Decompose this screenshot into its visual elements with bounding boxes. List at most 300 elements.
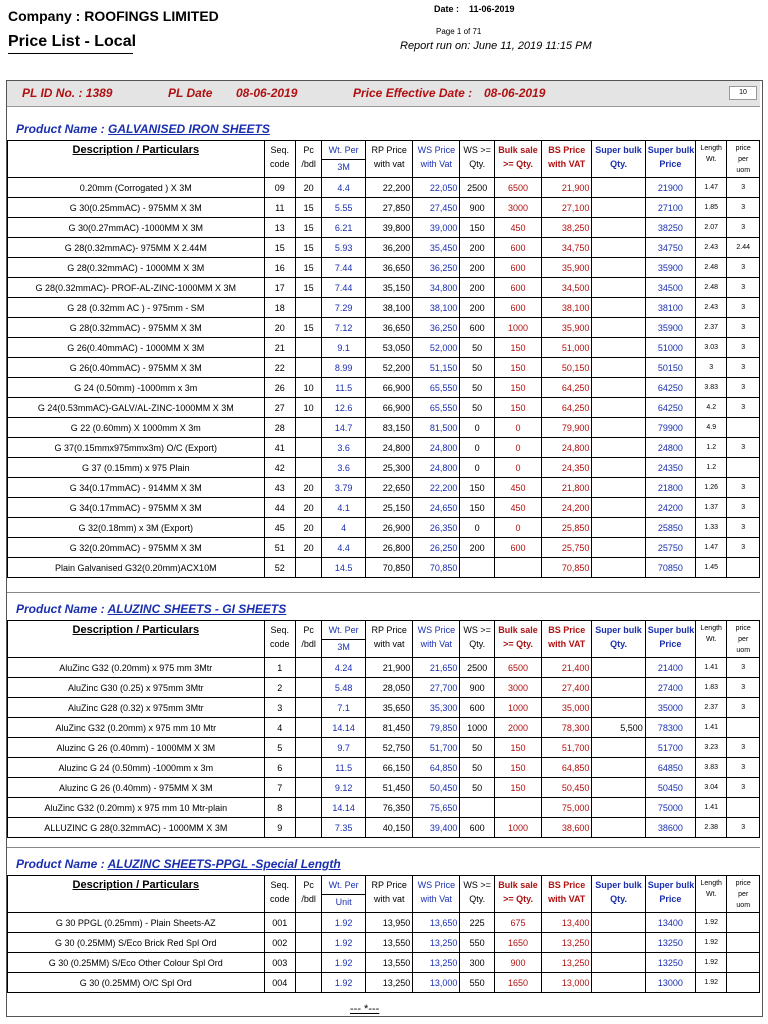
table-row — [8, 558, 760, 578]
cell-rp-price: 70,850 — [366, 558, 413, 578]
table-row — [8, 698, 760, 718]
cell-rp-price: 52,750 — [366, 738, 413, 758]
header-bulk-sale — [494, 141, 541, 178]
header-bs-price — [542, 141, 592, 178]
cell-seq-code: 21 — [264, 338, 295, 358]
cell-pc-bdl: 15 — [296, 198, 322, 218]
cell-description: G 37 (0.15mm) x 975 Plain — [8, 458, 265, 478]
header-super-bulk-qty-text: Qty. — [610, 894, 627, 904]
cell-description: Aluzinc G 24 (0.50mm) -1000mm x 3m — [8, 758, 265, 778]
cell-super-bulk-price: 13250 — [645, 953, 695, 973]
cell-length-wt: 1.41 — [696, 798, 727, 818]
cell-weight: 1.92 — [322, 953, 366, 973]
cell-rp-price: 76,350 — [366, 798, 413, 818]
cell-description: AluZinc G32 (0.20mm) x 975 mm 10 Mtr — [8, 718, 265, 738]
cell-price-per-uom: 3 — [727, 658, 760, 678]
cell-description: ALLUZINC G 28(0.32mmAC) - 1000MM X 3M — [8, 818, 265, 838]
header-bulk-sale-text: >= Qty. — [503, 159, 533, 169]
header-bs-price — [542, 621, 592, 658]
header-ws-qty-text: Qty. — [469, 159, 486, 169]
cell-ws-price: 26,250 — [413, 538, 460, 558]
cell-super-bulk-qty — [592, 358, 645, 378]
cell-rp-price: 36,650 — [366, 258, 413, 278]
cell-super-bulk-qty — [592, 678, 645, 698]
cell-ws-price: 27,700 — [413, 678, 460, 698]
cell-super-bulk-price: 51000 — [645, 338, 695, 358]
cell-price-per-uom — [727, 798, 760, 818]
cell-seq-code: 17 — [264, 278, 295, 298]
cell-pc-bdl — [296, 798, 322, 818]
cell-super-bulk-qty — [592, 953, 645, 973]
cell-rp-price: 40,150 — [366, 818, 413, 838]
cell-bs-price: 13,250 — [542, 953, 592, 973]
table-row — [8, 398, 760, 418]
cell-ws-price: 75,650 — [413, 798, 460, 818]
cell-rp-price: 28,050 — [366, 678, 413, 698]
cell-ws-qty: 200 — [460, 258, 495, 278]
cell-description: Aluzinc G 26 (0.40mm) - 1000MM X 3M — [8, 738, 265, 758]
cell-super-bulk-qty — [592, 198, 645, 218]
cell-weight: 14.14 — [322, 718, 366, 738]
cell-price-per-uom: 3 — [727, 498, 760, 518]
cell-length-wt: 1.83 — [696, 678, 727, 698]
cell-pc-bdl — [296, 558, 322, 578]
cell-ws-qty: 150 — [460, 498, 495, 518]
cell-seq-code: 41 — [264, 438, 295, 458]
report-run-text: Report run on: June 11, 2019 11:15 PM — [400, 40, 592, 52]
cell-pc-bdl — [296, 678, 322, 698]
cell-pc-bdl — [296, 418, 322, 438]
table-header-row — [8, 141, 760, 178]
header-super-bulk-qty — [592, 876, 645, 913]
header-price-per-uom-text: per — [738, 156, 749, 163]
cell-ws-qty: 900 — [460, 678, 495, 698]
cell-ws-price: 27,450 — [413, 198, 460, 218]
cell-rp-price: 21,900 — [366, 658, 413, 678]
header-super-bulk-qty-text: Super bulk — [595, 880, 642, 890]
cell-bulk-qty: 150 — [494, 758, 541, 778]
cell-bs-price: 13,400 — [542, 913, 592, 933]
header-bs-price-text: with VAT — [548, 894, 586, 904]
header-bs-price-text: with VAT — [548, 639, 586, 649]
header-bulk-sale — [494, 876, 541, 913]
cell-super-bulk-qty — [592, 258, 645, 278]
cell-length-wt: 1.92 — [696, 913, 727, 933]
product-name-value: ALUZINC SHEETS-PPGL -Special Length — [107, 857, 341, 871]
cell-seq-code: 11 — [264, 198, 295, 218]
cell-bulk-qty: 0 — [494, 458, 541, 478]
cell-ws-price: 35,450 — [413, 238, 460, 258]
cell-seq-code: 001 — [264, 913, 295, 933]
table-header-row — [8, 876, 760, 913]
cell-length-wt: 1.41 — [696, 718, 727, 738]
header-super-bulk-price-text: Super bulk — [647, 145, 695, 155]
table-row — [8, 418, 760, 438]
cell-ws-price: 52,000 — [413, 338, 460, 358]
cell-length-wt: 2.38 — [696, 818, 727, 838]
header-length-wt — [696, 621, 727, 658]
header-bulk-sale-text: Bulk sale — [498, 625, 538, 635]
cell-seq-code: 9 — [264, 818, 295, 838]
cell-ws-qty: 200 — [460, 538, 495, 558]
cell-ws-qty — [460, 798, 495, 818]
cell-weight: 14.14 — [322, 798, 366, 818]
cell-price-per-uom — [727, 953, 760, 973]
cell-super-bulk-qty — [592, 338, 645, 358]
cell-ws-qty: 550 — [460, 933, 495, 953]
cell-length-wt: 2.48 — [696, 258, 727, 278]
cell-description: AluZinc G32 (0.20mm) x 975 mm 10 Mtr-plain — [8, 798, 265, 818]
cell-super-bulk-price: 21400 — [645, 658, 695, 678]
cell-bulk-qty: 3000 — [494, 198, 541, 218]
cell-super-bulk-qty — [592, 498, 645, 518]
cell-ws-price: 22,050 — [413, 178, 460, 198]
cell-price-per-uom — [727, 458, 760, 478]
header-ws-price-text: with Vat — [420, 894, 453, 904]
price-table-aluzinc-ppgl — [7, 875, 760, 993]
cell-price-per-uom — [727, 558, 760, 578]
cell-seq-code: 52 — [264, 558, 295, 578]
header-rp-price-text: RP Price — [371, 625, 407, 635]
cell-weight: 5.55 — [322, 198, 366, 218]
cell-rp-price: 39,800 — [366, 218, 413, 238]
cell-length-wt: 3.04 — [696, 778, 727, 798]
cell-description: G 30 (0.25MM) S/Eco Brick Red Spl Ord — [8, 933, 265, 953]
header-seq-code-text: Seq. — [270, 145, 290, 155]
cell-rp-price: 36,200 — [366, 238, 413, 258]
cell-weight: 7.44 — [322, 258, 366, 278]
cell-super-bulk-qty — [592, 738, 645, 758]
cell-super-bulk-price: 35900 — [645, 258, 695, 278]
table-row — [8, 458, 760, 478]
cell-seq-code: 1 — [264, 658, 295, 678]
cell-price-per-uom: 3 — [727, 178, 760, 198]
header-ws-qty — [460, 141, 495, 178]
header-length-wt-text: Length — [700, 625, 722, 632]
header-length-wt — [696, 876, 727, 913]
header-bs-price-text: BS Price — [548, 145, 586, 155]
header-bs-price-text: BS Price — [548, 625, 586, 635]
cell-pc-bdl: 10 — [296, 398, 322, 418]
cell-super-bulk-price: 24350 — [645, 458, 695, 478]
header-weight-per-text: Wt. Per — [328, 625, 359, 635]
header-ws-qty-text: WS >= — [463, 145, 491, 155]
cell-bulk-qty: 0 — [494, 438, 541, 458]
header-ws-qty-text: WS >= — [463, 625, 491, 635]
cell-price-per-uom: 3 — [727, 778, 760, 798]
cell-ws-qty: 200 — [460, 278, 495, 298]
header-super-bulk-price-text: Super bulk — [647, 880, 695, 890]
cell-bs-price: 78,300 — [542, 718, 592, 738]
header-seq-code-text: Seq. — [270, 880, 290, 890]
cell-seq-code: 18 — [264, 298, 295, 318]
header-weight-per — [322, 876, 366, 913]
cell-bulk-qty — [494, 798, 541, 818]
cell-rp-price: 22,200 — [366, 178, 413, 198]
product-name-label: Product Name : — [16, 602, 105, 616]
header-bulk-sale-text: >= Qty. — [503, 894, 533, 904]
cell-pc-bdl — [296, 718, 322, 738]
cell-ws-qty: 1000 — [460, 718, 495, 738]
cell-super-bulk-qty — [592, 698, 645, 718]
cell-super-bulk-price: 75000 — [645, 798, 695, 818]
header-super-bulk-price-text: Price — [659, 639, 682, 649]
cell-length-wt: 2.37 — [696, 698, 727, 718]
cell-length-wt: 1.2 — [696, 458, 727, 478]
table-row — [8, 678, 760, 698]
cell-seq-code: 27 — [264, 398, 295, 418]
header-seq-code — [264, 141, 295, 178]
table-row — [8, 953, 760, 973]
cell-ws-qty: 200 — [460, 298, 495, 318]
cell-rp-price: 13,950 — [366, 913, 413, 933]
cell-seq-code: 6 — [264, 758, 295, 778]
cell-bulk-qty: 0 — [494, 418, 541, 438]
header-price-per-uom-text: per — [738, 636, 749, 643]
cell-length-wt: 1.92 — [696, 953, 727, 973]
cell-length-wt: 1.45 — [696, 558, 727, 578]
header-super-bulk-qty — [592, 141, 645, 178]
cell-length-wt: 2.07 — [696, 218, 727, 238]
header-ws-price-text: WS Price — [417, 145, 456, 155]
cell-ws-qty — [460, 558, 495, 578]
cell-price-per-uom: 3 — [727, 258, 760, 278]
cell-super-bulk-qty — [592, 558, 645, 578]
cell-pc-bdl — [296, 953, 322, 973]
header-pc-bdl — [296, 141, 322, 178]
cell-description: G 32(0.18mm) x 3M (Export) — [8, 518, 265, 538]
cell-ws-price: 26,350 — [413, 518, 460, 538]
cell-pc-bdl: 20 — [296, 518, 322, 538]
cell-description: 0.20mm (Corrogated ) X 3M — [8, 178, 265, 198]
header-pc-bdl — [296, 876, 322, 913]
table-row — [8, 358, 760, 378]
cell-bulk-qty: 6500 — [494, 658, 541, 678]
cell-weight: 4.1 — [322, 498, 366, 518]
cell-pc-bdl: 15 — [296, 218, 322, 238]
cell-ws-qty: 600 — [460, 818, 495, 838]
cell-super-bulk-qty — [592, 458, 645, 478]
cell-seq-code: 4 — [264, 718, 295, 738]
cell-description: G 37(0.15mmx975mmx3m) O/C (Export) — [8, 438, 265, 458]
table-row — [8, 338, 760, 358]
header-weight-unit: 3M — [322, 639, 365, 654]
cell-seq-code: 09 — [264, 178, 295, 198]
cell-pc-bdl — [296, 298, 322, 318]
cell-rp-price: 53,050 — [366, 338, 413, 358]
cell-description: G 24(0.53mmAC)-GALV/AL-ZINC-1000MM X 3M — [8, 398, 265, 418]
cell-bulk-qty: 3000 — [494, 678, 541, 698]
cell-ws-qty: 300 — [460, 953, 495, 973]
cell-pc-bdl — [296, 818, 322, 838]
cell-pc-bdl — [296, 358, 322, 378]
page-indicator: Page 1 of 71 — [436, 27, 482, 36]
cell-description: G 30(0.27mmAC) -1000MM X 3M — [8, 218, 265, 238]
cell-pc-bdl: 20 — [296, 178, 322, 198]
cell-bs-price: 75,000 — [542, 798, 592, 818]
section-heading — [16, 602, 286, 616]
cell-seq-code: 45 — [264, 518, 295, 538]
cell-ws-price: 13,650 — [413, 913, 460, 933]
header-ws-qty — [460, 621, 495, 658]
cell-weight: 8.99 — [322, 358, 366, 378]
cell-length-wt: 1.47 — [696, 538, 727, 558]
cell-pc-bdl — [296, 458, 322, 478]
cell-bulk-qty: 150 — [494, 778, 541, 798]
cell-price-per-uom: 3 — [727, 278, 760, 298]
cell-bulk-qty: 150 — [494, 358, 541, 378]
cell-ws-price: 35,300 — [413, 698, 460, 718]
cell-super-bulk-qty — [592, 218, 645, 238]
cell-rp-price: 51,450 — [366, 778, 413, 798]
cell-seq-code: 8 — [264, 798, 295, 818]
section-heading — [16, 122, 270, 136]
cell-ws-price: 13,000 — [413, 973, 460, 993]
cell-pc-bdl: 15 — [296, 318, 322, 338]
header-ws-price-text: WS Price — [417, 625, 456, 635]
cell-length-wt: 3.83 — [696, 758, 727, 778]
header-super-bulk-price-text: Price — [659, 894, 682, 904]
cell-price-per-uom: 2.44 — [727, 238, 760, 258]
cell-pc-bdl — [296, 913, 322, 933]
cell-bs-price: 38,100 — [542, 298, 592, 318]
cell-super-bulk-price: 38600 — [645, 818, 695, 838]
cell-super-bulk-price: 25750 — [645, 538, 695, 558]
cell-length-wt: 2.43 — [696, 238, 727, 258]
cell-ws-qty: 0 — [460, 438, 495, 458]
cell-seq-code: 16 — [264, 258, 295, 278]
effective-date-value: 08-06-2019 — [484, 86, 546, 100]
header-super-bulk-price — [645, 621, 695, 658]
cell-super-bulk-price: 34750 — [645, 238, 695, 258]
cell-pc-bdl: 20 — [296, 478, 322, 498]
cell-weight: 6.21 — [322, 218, 366, 238]
cell-weight: 5.93 — [322, 238, 366, 258]
header-bulk-sale-text: >= Qty. — [503, 639, 533, 649]
cell-description: AluZinc G28 (0.32) x 975mm 3Mtr — [8, 698, 265, 718]
cell-seq-code: 44 — [264, 498, 295, 518]
table-row — [8, 538, 760, 558]
product-name-label: Product Name : — [16, 122, 105, 136]
table-row — [8, 498, 760, 518]
cell-super-bulk-price: 38250 — [645, 218, 695, 238]
header-super-bulk-price-text: Super bulk — [647, 625, 695, 635]
header-description-text: Description / Particulars — [72, 144, 200, 156]
cell-bs-price: 34,500 — [542, 278, 592, 298]
cell-price-per-uom: 3 — [727, 398, 760, 418]
product-name-value: GALVANISED IRON SHEETS — [108, 122, 270, 136]
cell-length-wt: 4.9 — [696, 418, 727, 438]
cell-price-per-uom: 3 — [727, 438, 760, 458]
cell-bs-price: 21,900 — [542, 178, 592, 198]
cell-pc-bdl: 15 — [296, 238, 322, 258]
cell-pc-bdl — [296, 438, 322, 458]
cell-super-bulk-qty — [592, 818, 645, 838]
header-super-bulk-price — [645, 876, 695, 913]
cell-weight: 1.92 — [322, 913, 366, 933]
cell-price-per-uom: 3 — [727, 758, 760, 778]
header-seq-code — [264, 621, 295, 658]
cell-ws-qty: 50 — [460, 758, 495, 778]
header-pc-bdl-text: /bdl — [301, 159, 316, 169]
cell-super-bulk-price: 35000 — [645, 698, 695, 718]
cell-bulk-qty: 600 — [494, 538, 541, 558]
cell-bulk-qty: 150 — [494, 378, 541, 398]
cell-super-bulk-qty — [592, 913, 645, 933]
cell-super-bulk-qty — [592, 398, 645, 418]
header-ws-price — [413, 621, 460, 658]
cell-super-bulk-price: 24800 — [645, 438, 695, 458]
cell-seq-code: 003 — [264, 953, 295, 973]
cell-bs-price: 64,250 — [542, 378, 592, 398]
cell-super-bulk-price: 35900 — [645, 318, 695, 338]
table-row — [8, 658, 760, 678]
cell-bs-price: 13,250 — [542, 933, 592, 953]
cell-super-bulk-qty — [592, 658, 645, 678]
cell-bs-price: 24,800 — [542, 438, 592, 458]
cell-ws-price: 79,850 — [413, 718, 460, 738]
cell-bs-price: 64,250 — [542, 398, 592, 418]
header-weight-per — [322, 141, 366, 178]
cell-rp-price: 13,550 — [366, 953, 413, 973]
cell-ws-price: 36,250 — [413, 258, 460, 278]
cell-price-per-uom — [727, 718, 760, 738]
cell-rp-price: 22,650 — [366, 478, 413, 498]
cell-length-wt: 3.23 — [696, 738, 727, 758]
header-ws-price — [413, 876, 460, 913]
header-super-bulk-price-text: Price — [659, 159, 682, 169]
cell-seq-code: 15 — [264, 238, 295, 258]
cell-price-per-uom: 3 — [727, 538, 760, 558]
table-row — [8, 478, 760, 498]
header-seq-code-text: Seq. — [270, 625, 290, 635]
cell-super-bulk-price: 51700 — [645, 738, 695, 758]
cell-bulk-qty: 1650 — [494, 973, 541, 993]
cell-ws-qty: 900 — [460, 198, 495, 218]
cell-length-wt: 2.37 — [696, 318, 727, 338]
cell-rp-price: 26,800 — [366, 538, 413, 558]
table-row — [8, 973, 760, 993]
cell-length-wt: 1.41 — [696, 658, 727, 678]
cell-super-bulk-price: 38100 — [645, 298, 695, 318]
date-value: 11-06-2019 — [469, 4, 515, 14]
cell-bulk-qty: 1000 — [494, 318, 541, 338]
cell-bulk-qty: 450 — [494, 478, 541, 498]
header-price-per-uom-text: uom — [736, 902, 751, 909]
cell-rp-price: 83,150 — [366, 418, 413, 438]
cell-rp-price: 27,850 — [366, 198, 413, 218]
cell-ws-qty: 600 — [460, 318, 495, 338]
cell-description: G 34(0.17mmAC) - 914MM X 3M — [8, 478, 265, 498]
cell-ws-price: 38,100 — [413, 298, 460, 318]
cell-ws-price: 81,500 — [413, 418, 460, 438]
cell-super-bulk-price: 13400 — [645, 913, 695, 933]
cell-description: AluZinc G30 (0.25) x 975mm 3Mtr — [8, 678, 265, 698]
cell-price-per-uom: 3 — [727, 678, 760, 698]
cell-description: G 26(0.40mmAC) - 975MM X 3M — [8, 358, 265, 378]
header-price-per-uom-text: price — [735, 145, 751, 152]
cell-weight: 7.29 — [322, 298, 366, 318]
cell-description: G 28 (0.32mm AC ) - 975mm - SM — [8, 298, 265, 318]
cell-bs-price: 70,850 — [542, 558, 592, 578]
cell-bs-price: 21,400 — [542, 658, 592, 678]
cell-ws-qty: 2500 — [460, 178, 495, 198]
cell-description: G 26(0.40mmAC) - 1000MM X 3M — [8, 338, 265, 358]
header-ws-qty-text: Qty. — [469, 894, 486, 904]
cell-bs-price: 25,750 — [542, 538, 592, 558]
cell-bs-price: 35,900 — [542, 318, 592, 338]
header-bulk-sale — [494, 621, 541, 658]
